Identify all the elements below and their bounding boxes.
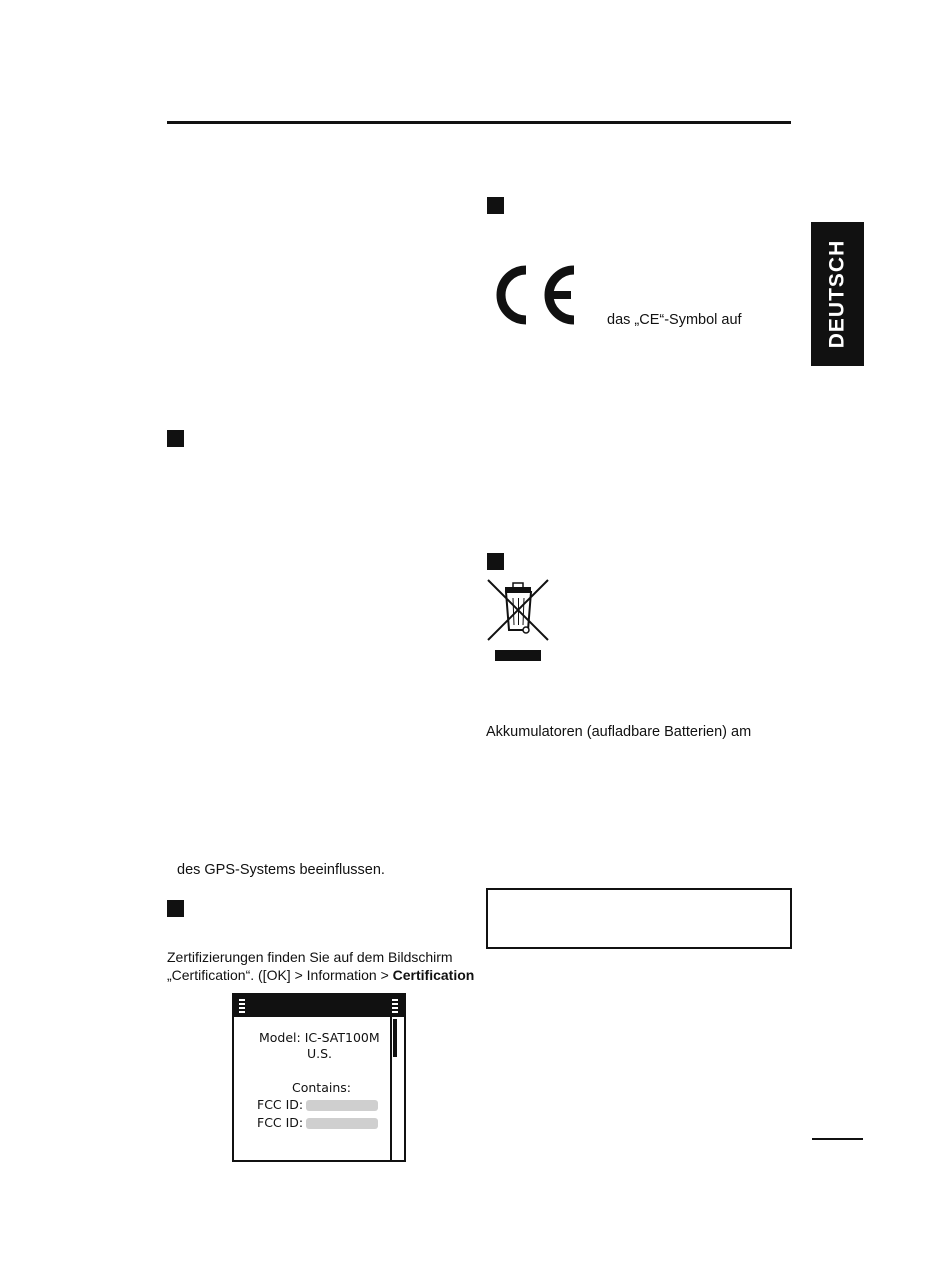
section-marker-left-1 bbox=[167, 430, 184, 447]
section-marker-right-2 bbox=[487, 553, 504, 570]
gps-text: des GPS-Systems beeinflussen. bbox=[177, 862, 385, 878]
footer-rule bbox=[812, 1138, 863, 1140]
section-marker-left-2 bbox=[167, 900, 184, 917]
note-box bbox=[486, 888, 792, 949]
certification-path: „Certification“. ([OK] > Information > bbox=[167, 967, 393, 983]
scrollbar-thumb[interactable] bbox=[393, 1019, 397, 1057]
certification-screen bbox=[232, 993, 406, 1162]
region-line: U.S. bbox=[307, 1046, 333, 1061]
ce-section-text: das „CE“-Symbol auf bbox=[607, 312, 742, 328]
fcc-id-value-2-redacted bbox=[306, 1118, 378, 1129]
section-marker-right-1 bbox=[487, 197, 504, 214]
menu-bars-icon bbox=[392, 999, 398, 1013]
model-line: Model: IC-SAT100M bbox=[259, 1030, 380, 1045]
language-tab bbox=[811, 222, 864, 366]
menu-bars-icon bbox=[239, 999, 245, 1013]
header-rule bbox=[167, 121, 791, 124]
contains-label: Contains: bbox=[292, 1080, 351, 1095]
scrollbar-track[interactable] bbox=[390, 1017, 392, 1160]
disposal-text: Akkumulatoren (aufladbare Batterien) am bbox=[486, 724, 752, 740]
certification-path-bold: Certification bbox=[392, 967, 475, 983]
fcc-id-value-1-redacted bbox=[306, 1100, 378, 1111]
crossed-wheelie-bin-icon bbox=[486, 578, 550, 664]
fcc-id-label-1: FCC ID: bbox=[257, 1097, 304, 1112]
certification-text-line2 bbox=[167, 966, 474, 984]
screen-title-bar bbox=[234, 995, 404, 1017]
language-tab-label: DEUTSCH bbox=[825, 239, 849, 349]
fcc-id-label-2: FCC ID: bbox=[257, 1115, 304, 1130]
ce-mark-icon bbox=[486, 264, 578, 326]
certification-text-line1: Zertifizierungen finden Sie auf dem Bildschirm bbox=[167, 949, 453, 965]
